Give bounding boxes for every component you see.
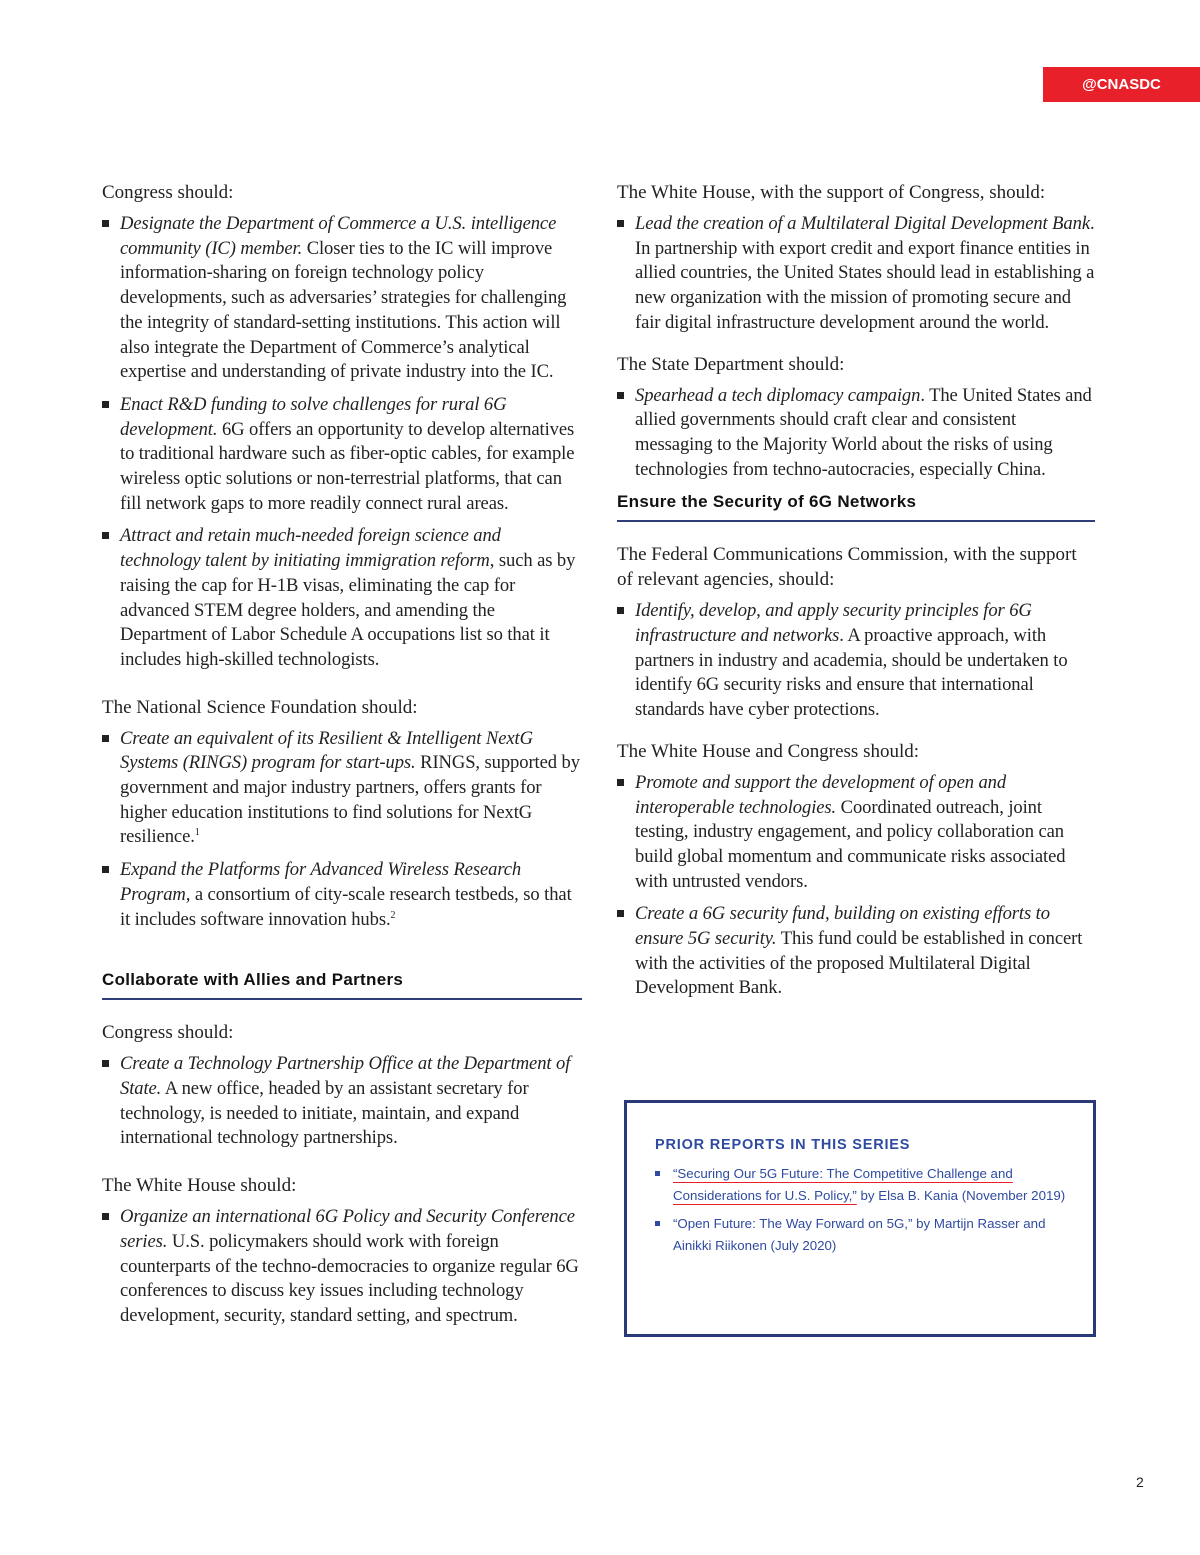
list-item: Create a Technology Partnership Office at the Department of State. A new office, headed by an assistant secretary for technology, is needed to initiate, maintain, and expand international technology partnerships. [102, 1052, 582, 1151]
prior-report-item: “Open Future: The Way Forward on 5G,” by Martijn Rasser and Ainikki Riikonen (July 2020) [655, 1213, 1067, 1257]
congress-recommendations [102, 212, 582, 673]
fcc-recommendations [617, 599, 1095, 723]
list-item: Promote and support the development of open and interoperable technologies. Coordinated outreach, joint testing, industry engagement, and policy collaboration can build global momentum and communicate risks associated with untrusted vendors. [617, 771, 1095, 895]
footnote-ref[interactable]: 1 [194, 827, 200, 839]
square-bullet-icon [102, 401, 109, 408]
white-house-recommendations [102, 1205, 582, 1329]
square-bullet-icon [655, 1221, 660, 1226]
prior-reports-list [655, 1163, 1067, 1257]
state-department-recommendations [617, 384, 1095, 483]
list-item: Lead the creation of a Multilateral Digital Development Bank. In partnership with export credit and export finance entities in allied countries, the United States should lead in establishing a new organization with the mission of promoting secure and fair digital infrastructure development around the world. [617, 212, 1095, 336]
report-link[interactable]: “Securing Our 5G Future: The Competitive Challenge and Considerations for U.S. Policy,” [673, 1166, 1013, 1203]
list-item: Expand the Platforms for Advanced Wireless Research Program, a consortium of city-scale research testbeds, so that it includes software innovation hubs.$^2$ [102, 858, 582, 932]
report-link[interactable]: “Open Future: The Way Forward on 5G,” [673, 1216, 913, 1231]
square-bullet-icon [102, 1213, 109, 1220]
left-column [102, 180, 582, 1337]
list-item: Identify, develop, and apply security principles for 6G infrastructure and networks. A proactive approach, with partners in industry and academia, should be undertaken to identify 6G security risks and ensure that international standards have cyber protections. [617, 599, 1095, 723]
list-item: Spearhead a tech diplomacy campaign. The United States and allied governments should craft clear and consistent messaging to the Majority World about the risks of using technologies from techno-autocracies, especially China. [617, 384, 1095, 483]
section-heading-security: Ensure the Security of 6G Networks [617, 492, 1095, 522]
list-item: Attract and retain much-needed foreign science and technology talent by initiating immigration reform, such as by raising the cap for H-1B visas, eliminating the cap for advanced STEM degree holders, and amending the Department of Labor Schedule A occupations list so that it includes high-skilled technologists. [102, 524, 582, 672]
square-bullet-icon [617, 910, 624, 917]
list-item: Organize an international 6G Policy and Security Conference series. U.S. policymakers should work with foreign counterparts of the techno-democracies to organize regular 6G conferences to discuss key issues including technology development, security, standard setting, and spectrum. [102, 1205, 582, 1329]
state-department-lead: The State Department should: [617, 353, 845, 375]
congress-lead-2: Congress should: [102, 1022, 234, 1044]
nsf-lead: The National Science Foundation should: [102, 696, 418, 718]
white-house-congress-lead: The White House, with the support of Congress, should: [617, 182, 1046, 203]
right-column [617, 180, 1095, 1009]
congress-recommendations-2 [102, 1052, 582, 1151]
square-bullet-icon [102, 532, 109, 539]
square-bullet-icon [102, 1060, 109, 1067]
white-house-congress-recommendations [617, 212, 1095, 336]
list-item: Designate the Department of Commerce a U.S. intelligence community (IC) member. Closer ties to the IC will improve information-sharing on foreign technology policy developments, such as adversaries’ strategies for challenging the integrity of standard-setting institutions. This action will also integrate the Department of Commerce’s analytical expertise and understanding of private industry into the IC. [102, 212, 582, 385]
square-bullet-icon [617, 392, 624, 399]
square-bullet-icon [102, 735, 109, 742]
list-item: Create a 6G security fund, building on existing efforts to ensure 5G security. This fund could be established in concert with the activities of the proposed Multilateral Digital Development Bank. [617, 902, 1095, 1001]
footnote-ref[interactable]: 2 [390, 909, 396, 921]
congress-lead: Congress should: [102, 182, 234, 203]
list-item: Create an equivalent of its Resilient & Intelligent NextG Systems (RINGS) program for start-ups. RINGS, supported by government and major industry partners, offers grants for higher education institutions to find solutions for NextG resilience.$^1$ [102, 727, 582, 851]
prior-report-item: “Securing Our 5G Future: The Competitive Challenge and Considerations for U.S. Policy,” by Elsa B. Kania (November 2019) [655, 1163, 1067, 1207]
nsf-recommendations [102, 727, 582, 933]
square-bullet-icon [655, 1171, 660, 1176]
white-house-and-congress-lead: The White House and Congress should: [617, 740, 920, 762]
square-bullet-icon [617, 220, 624, 227]
white-house-lead: The White House should: [102, 1175, 297, 1197]
white-house-and-congress-recommendations [617, 771, 1095, 1001]
square-bullet-icon [617, 607, 624, 614]
cnasdc-tag: @CNASDC [1043, 67, 1200, 102]
square-bullet-icon [102, 866, 109, 873]
prior-reports-title: PRIOR REPORTS IN THIS SERIES [655, 1137, 911, 1153]
square-bullet-icon [102, 220, 109, 227]
fcc-lead: The Federal Communications Commission, with the support of relevant agencies, should: [617, 544, 1077, 591]
prior-reports-box [624, 1100, 1096, 1337]
list-item: Enact R&D funding to solve challenges for rural 6G development. 6G offers an opportunity to develop alternatives to traditional hardware such as fiber-optic cables, for example wireless optic solutions or non-terrestrial platforms, that can fill network gaps to more readily connect rural areas. [102, 393, 582, 517]
section-heading-allies: Collaborate with Allies and Partners [102, 970, 582, 1000]
page-number: 2 [1136, 1474, 1144, 1490]
square-bullet-icon [617, 779, 624, 786]
